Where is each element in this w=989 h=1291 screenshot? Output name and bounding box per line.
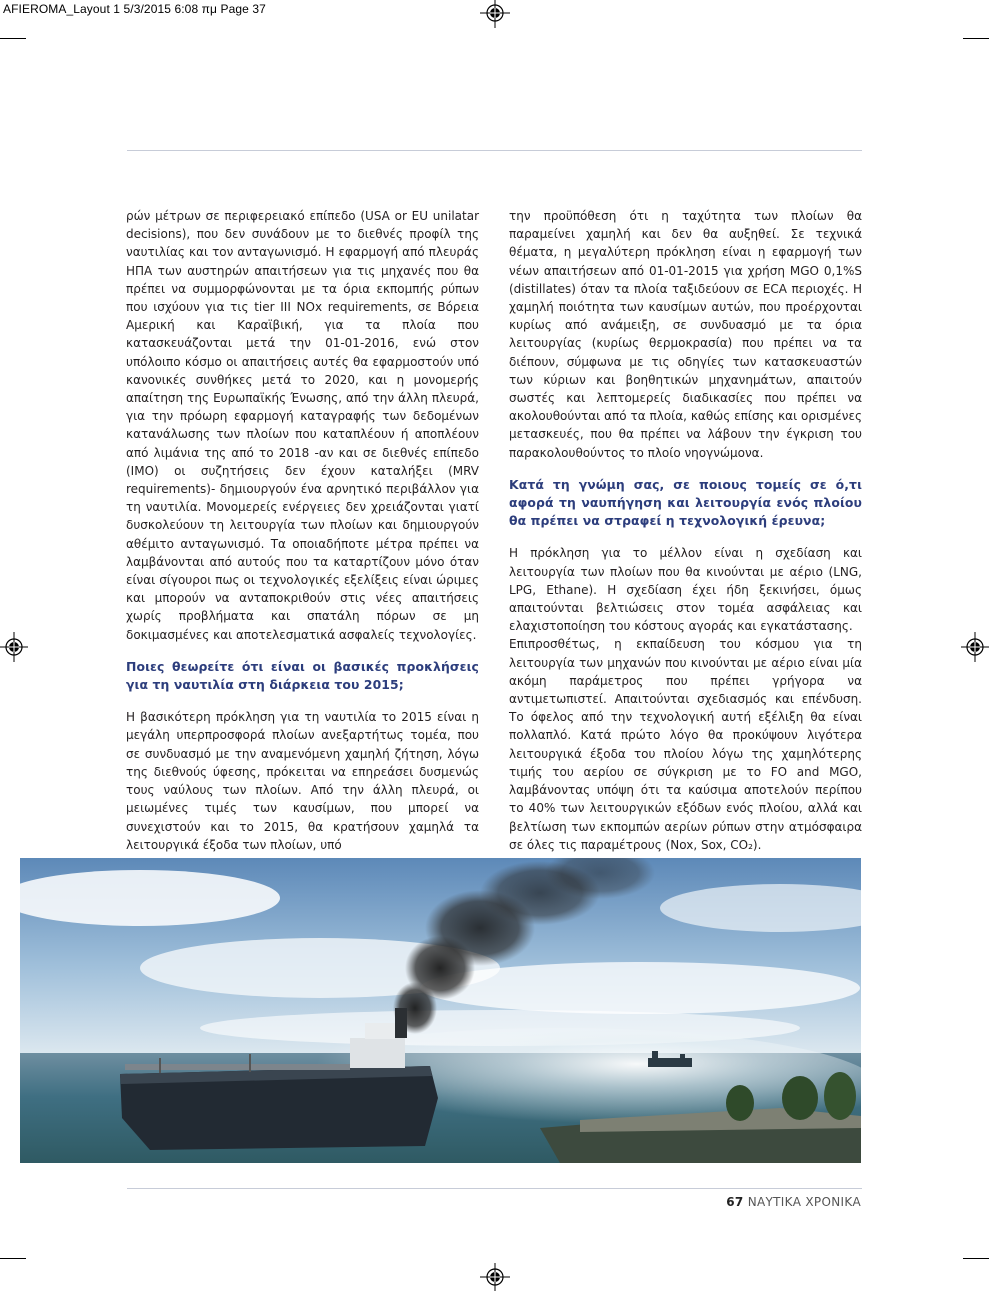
answer-paragraph: Η πρόκληση για το μέλλον είναι η σχεδίαση και λειτουργία των πλοίων που θα κινούνται με αέριο (LNG, LPG, Ethane). Η σχεδίαση έχει ήδη ξεκινήσει, όμως απαιτούνται βελτιώσεις στον τομέα ασφάλειας και ελαχιστοποίηση του κόστους αγοράς και εγκατάστασης. [509, 546, 862, 634]
answer-paragraph: Επιπροσθέτως, η εκπαίδευση του κόσμου για τη λειτουργία των μηχανών που κινούνται με αέριο είναι μία ακόμη παράμετρος που πρέπει γρήγορα να αντιμετωπιστεί. Απαιτούνται σχεδιασμός και επένδυση. Το όφελος από την τεχνολογική αυτή εξέλιξη θα είναι πολλαπλό. Κατά πρώτο λόγο θα προκύψουν λιγότερα λειτουργικά έξοδα του πλοίου λόγω της χαμηλότερης τιμής του αερίου σε σύγκριση με το FO and MGO, λαμβάνοντας υπόψη ότι τα καύσιμα αποτελούν περίπου το 40% των λειτουργικών εξόδων ενός πλοίου, αλλά και βελτίωση των εκπομπών αερίων ρύπων στην ατμόσφαιρα σε όλες τις παραμέτρους (Nox, Sox, CO₂). [509, 637, 862, 852]
page-number: 67 [726, 1195, 744, 1209]
question-heading: Ποιες θεωρείτε ότι είναι οι βασικές προκλήσεις για τη ναυτιλία στη διάρκεια του 2015; [126, 658, 479, 693]
body-paragraph: ρών μέτρων σε περιφερειακό επίπεδο (USA or EU unilatar decisions), που δεν συνάδουν με το διεθνές προφίλ της ναυτιλίας και τον ανταγωνισμό. Η εφαρμογή από πλευράς ΗΠΑ των αυστηρών απαιτήσεων για τις μηχανές που θα πρέπει να συμμορφώνονται με τα όρια εκπομπής ρύπων που ισχύουν για τις tier III NOx requirements, σε Βόρεια Αμερική και Καραϊβική, για τα πλοία που κατασκευάζονται μετά την 01-01-2016, ενώ στον υπόλοιπο κόσμο οι απαιτήσεις αυτές θα εφαρμοστούν υπό κανονικές συνθήκες μετά το 2020, και η μονομερής απαίτηση της Ευρωπαϊκής Ένωσης, από την άλλη πλευρά, για την πρόωρη εφαρμογή καταγραφής των δεδομένων κατανάλωσης των πλοίων που καταπλέουν ή αποπλέουν από λιμάνια της από το 2018 -αν και σε διεθνές επίπεδο (ΙΜΟ) οι συζητήσεις δεν έχουν καταλήξει (MRV requirements)- δημιουργούν ένα αρνητικό περιβάλλον για τη ναυτιλία. Μονομερείς ενέργειες δεν χρειάζονται γιατί δυσκολεύουν τη λειτουργία των πλοίων και δημιουργούν αθέμιτο ανταγωνισμό. Τα οποιαδήποτε μέτρα πρέπει να λαμβάνονται από αυτούς που τα καταρτίζουν μόνο όταν είναι σίγουροι πως οι τεχνολογικές εξελίξεις είναι ώριμες και μπορούν να ανταποκριθούν στις νέες απαιτήσεις χωρίς προβλήματα και σπατάλη πόρων σε μη δοκιμασμένες και αποτελεσματικά ασφαλείς τεχνολογίες. [126, 209, 479, 642]
registration-mark-top [480, 0, 510, 28]
answer-paragraph: Η βασικότερη πρόκληση για τη ναυτιλία το 2015 είναι η μεγάλη υπερπροσφορά πλοίων ανεξαρτήτως τομέα, που σε συνδυασμό με την αναμενόμενη χαμηλή ζήτηση, λόγω της διεθνούς ύφεσης, πρόκειται να επηρεάσει δυσμενώς τους ναύλους των πλοίων. Από την άλλη πλευρά, οι μειωμένες τιμές των καυσίμων, που μπορεί να συνεχιστούν και το 2015, θα κρατήσουν χαμηλά τα λειτουργικά έξοδα των πλοίων, υπό [126, 710, 479, 852]
page-folio [726, 1195, 861, 1209]
crop-mark-top-left [0, 38, 26, 39]
slug-line: AFIEROMA_Layout 1 5/3/2015 6:08 πμ Page 37 [3, 2, 266, 16]
registration-mark-right [961, 632, 989, 662]
text-column-left [126, 207, 479, 854]
body-paragraph: την προϋπόθεση ότι η ταχύτητα των πλοίων θα παραμείνει χαμηλή και δεν θα αυξηθεί. Σε τεχνικά θέματα, η μεγαλύτερη πρόκληση είναι η εφαρμογή των νέων απαιτήσεων από 01-01-2015 για χρήση MGO 0,1%S (distillates) όταν τα πλοία ταξιδεύουν σε ECA περιοχές. Η χαμηλή ποιότητα των καυσίμων αυτών, που προέρχονται κυρίως από ανάμειξη, σε συνδυασμό με τα όρια λειτουργίας (κυρίως θερμοκρασία) που πρέπει να τα διέπουν, σύμφωνα με τις οδηγίες των κατασκευαστών των κύριων και βοηθητικών μηχανημάτων, απαιτούν σωστές και λεπτομερείς διαδικασίες που πρέπει να ακολουθούνται από τα πλοία, καθώς επίσης και ορισμένες μετασκευές, που θα πρέπει να λάβουν την έγκριση του παρακολουθούντος το πλοίο νηογνώμονα. [509, 209, 862, 460]
crop-mark-bottom-right [963, 1258, 989, 1259]
text-column-right [509, 207, 862, 854]
registration-mark-left [0, 632, 28, 662]
header-rule [127, 150, 862, 151]
registration-mark-bottom [480, 1263, 510, 1291]
ship-photo-illustration [20, 858, 861, 1163]
ship-photo [20, 858, 861, 1163]
crop-mark-top-right [963, 38, 989, 39]
crop-mark-bottom-left [0, 1258, 26, 1259]
footer-rule [127, 1188, 862, 1189]
question-heading: Κατά τη γνώμη σας, σε ποιους τομείς σε ό,τι αφορά τη ναυπήγηση και λειτουργία ενός πλοίου θα πρέπει να στραφεί η τεχνολογική έρευνα; [509, 476, 862, 529]
magazine-title: ΝΑΥΤΙΚΑ ΧΡΟΝΙΚΑ [747, 1195, 861, 1209]
